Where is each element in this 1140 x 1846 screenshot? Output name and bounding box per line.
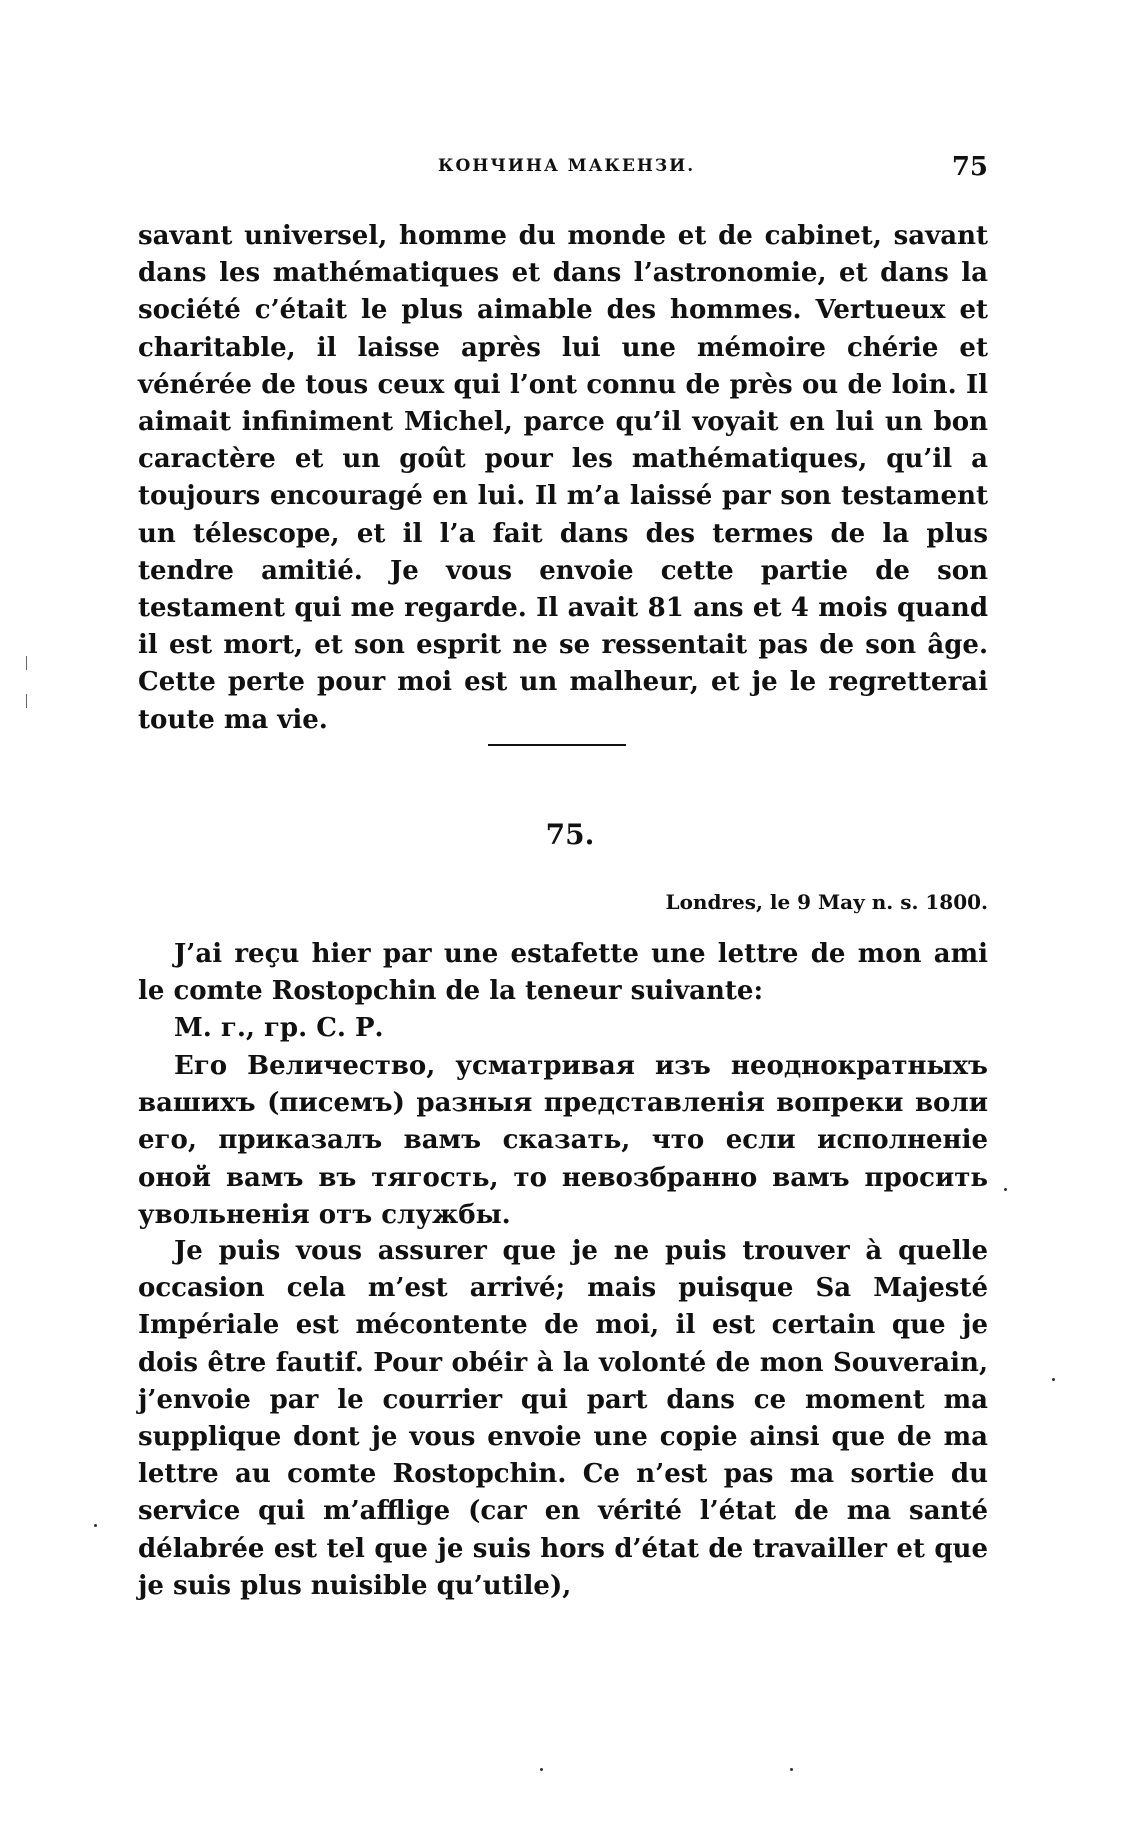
scan-mark bbox=[26, 694, 27, 708]
scan-speck bbox=[540, 1768, 543, 1771]
scan-speck bbox=[790, 1768, 793, 1771]
scan-speck bbox=[1052, 1378, 1055, 1381]
running-title: КОНЧИНА МАКЕНЗИ. bbox=[438, 156, 696, 176]
page-header bbox=[138, 152, 988, 186]
quoted-russian-text: Его Величество, усматривая изъ неоднократныхъ вашихъ (писемъ) разныя представленія вопреки воли его, приказалъ вамъ сказать, что если исполненіе оной вамъ въ тягость, то невозбранно вамъ просить увольненія отъ службы. bbox=[138, 1051, 988, 1230]
letter-paragraph-main: Je puis vous assurer que je ne puis trouver à quelle occasion cela m’est arrivé; mais puisque Sa Majesté Impériale est mécontente de moi, il est certain que je dois être fautif. Pour obéir à la volonté de mon Souverain, j’envoie par le courrier qui part dans ce moment ma supplique dont je vous envoie une copie ainsi que de ma lettre au comte Rostopchin. Ce n’est pas ma sortie du service qui m’afflige (car en vérité l’état de ma santé délabrée est tel que je suis hors d’état de travailler et que je suis plus nuisible qu’utile), bbox=[138, 1236, 988, 1601]
scan-mark bbox=[26, 656, 27, 670]
paragraph-continuation: savant universel, homme du monde et de cabinet, savant dans les mathématiques et dans l’astronomie, et dans la société c’était le plus aimable des hommes. Vertueux et charitable, il laisse après lui une mémoire chérie et vénérée de tous ceux qui l’ont connu de près ou de loin. Il aimait infiniment Michel, parce qu’il voyait en lui un bon caractère et un goût pour les mathématiques, qu’il a toujours encouragé en lui. Il m’a laissé par son testament un télescope, et il l’a fait dans des termes de la plus tendre amitié. Je vous envoie cette partie de son testament qui me regarde. Il avait 81 ans et 4 mois quand il est mort, et son esprit ne se ressentait pas de son âge. Cette perte pour moi est un malheur, et je le regretterai toute ma vie. bbox=[138, 221, 988, 735]
scan-speck bbox=[1004, 1188, 1007, 1191]
section-divider bbox=[488, 744, 626, 746]
letter-number: 75. bbox=[545, 818, 595, 851]
page-number: 75 bbox=[951, 152, 988, 182]
scan-speck bbox=[94, 1524, 97, 1527]
letter-dateline: Londres, le 9 May n. s. 1800. bbox=[665, 890, 988, 914]
quoted-salutation: М. г., гр. С. Р. bbox=[174, 1013, 384, 1043]
letter-paragraph-intro: J’ai reçu hier par une estafette une lettre de mon ami le comte Rostopchin de la teneur suivante: bbox=[138, 939, 988, 1007]
